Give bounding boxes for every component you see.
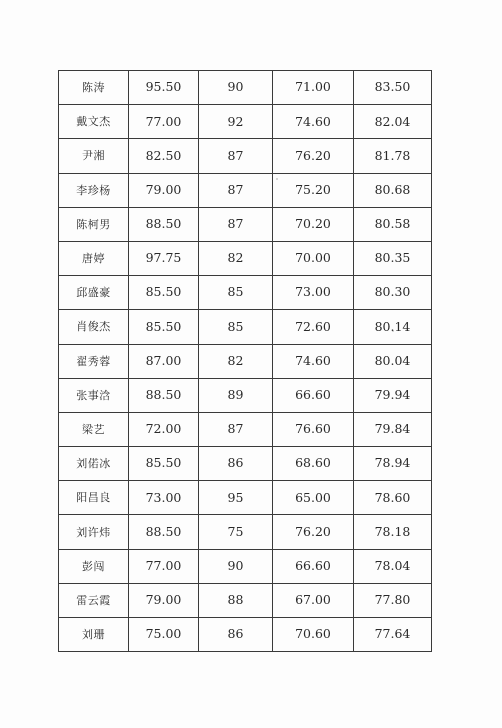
candidate-name-cell: 邱盛豪	[59, 276, 129, 310]
score-3-cell: 71.00	[273, 71, 354, 105]
table-row	[59, 276, 432, 310]
score-2-cell: 89	[199, 378, 273, 412]
score-1-cell: 88.50	[129, 378, 199, 412]
score-3-cell: 72.60	[273, 310, 354, 344]
score-3-cell: 67.00	[273, 583, 354, 617]
score-3-cell: 74.60	[273, 105, 354, 139]
total-score-cell: 78.60	[354, 481, 432, 515]
candidate-name-cell: 刘许炜	[59, 515, 129, 549]
score-3-cell: 70.60	[273, 618, 354, 652]
score-2-cell: 86	[199, 618, 273, 652]
total-score-cell: 79.94	[354, 378, 432, 412]
candidate-name-cell: 刘珊	[59, 618, 129, 652]
table-row	[59, 105, 432, 139]
score-2-cell: 87	[199, 207, 273, 241]
score-2-cell: 75	[199, 515, 273, 549]
total-score-cell: 80.04	[354, 344, 432, 378]
total-score-cell: 78.18	[354, 515, 432, 549]
candidate-name-cell: 唐婷	[59, 241, 129, 275]
score-2-cell: 82	[199, 241, 273, 275]
score-2-cell: 95	[199, 481, 273, 515]
score-1-cell: 95.50	[129, 71, 199, 105]
score-3-cell: 68.60	[273, 447, 354, 481]
score-3-cell: 65.00	[273, 481, 354, 515]
table-row	[59, 447, 432, 481]
table-row	[59, 71, 432, 105]
total-score-cell: 80.35	[354, 241, 432, 275]
score-3-cell: 74.60	[273, 344, 354, 378]
score-3-cell: 73.00	[273, 276, 354, 310]
candidate-name-cell: 阳昌良	[59, 481, 129, 515]
table-row	[59, 173, 432, 207]
score-2-cell: 88	[199, 583, 273, 617]
candidate-name-cell: 翟秀蓉	[59, 344, 129, 378]
table-row	[59, 207, 432, 241]
table-row	[59, 515, 432, 549]
total-score-cell: 79.84	[354, 412, 432, 446]
candidate-name-cell: 李珍杨	[59, 173, 129, 207]
candidate-name-cell: 张事浛	[59, 378, 129, 412]
candidate-name-cell: 雷云霞	[59, 583, 129, 617]
total-score-cell: 80.58	[354, 207, 432, 241]
score-3-cell: 70.00	[273, 241, 354, 275]
score-2-cell: 85	[199, 310, 273, 344]
candidate-name-cell: 刘偌冰	[59, 447, 129, 481]
score-2-cell: 90	[199, 71, 273, 105]
total-score-cell: 78.94	[354, 447, 432, 481]
table-row	[59, 310, 432, 344]
candidate-name-cell: 彭闯	[59, 549, 129, 583]
total-score-cell: 80.68	[354, 173, 432, 207]
score-1-cell: 88.50	[129, 515, 199, 549]
candidate-name-cell: 肖俊杰	[59, 310, 129, 344]
candidate-name-cell: 梁艺	[59, 412, 129, 446]
table-row	[59, 618, 432, 652]
table-row	[59, 481, 432, 515]
total-score-cell: 80.30	[354, 276, 432, 310]
total-score-cell: 77.80	[354, 583, 432, 617]
score-2-cell: 85	[199, 276, 273, 310]
score-1-cell: 82.50	[129, 139, 199, 173]
score-1-cell: 72.00	[129, 412, 199, 446]
score-1-cell: 87.00	[129, 344, 199, 378]
total-score-cell: 80.14	[354, 310, 432, 344]
total-score-cell: 77.64	[354, 618, 432, 652]
table-row	[59, 378, 432, 412]
score-3-cell: 76.20	[273, 139, 354, 173]
score-table	[58, 70, 432, 652]
total-score-cell: 82.04	[354, 105, 432, 139]
score-3-cell: 76.60	[273, 412, 354, 446]
score-1-cell: 88.50	[129, 207, 199, 241]
score-2-cell: 87	[199, 412, 273, 446]
score-1-cell: 73.00	[129, 481, 199, 515]
score-1-cell: 85.50	[129, 447, 199, 481]
candidate-name-cell: 尹湘	[59, 139, 129, 173]
score-2-cell: 87	[199, 139, 273, 173]
total-score-cell: 78.04	[354, 549, 432, 583]
score-1-cell: 79.00	[129, 583, 199, 617]
score-3-cell: 75.20	[273, 173, 354, 207]
score-1-cell: 97.75	[129, 241, 199, 275]
score-table-body	[59, 71, 432, 652]
table-row	[59, 241, 432, 275]
table-row	[59, 412, 432, 446]
score-3-cell: 66.60	[273, 549, 354, 583]
score-2-cell: 82	[199, 344, 273, 378]
total-score-cell: 81.78	[354, 139, 432, 173]
score-1-cell: 77.00	[129, 105, 199, 139]
candidate-name-cell: 戴文杰	[59, 105, 129, 139]
table-row	[59, 583, 432, 617]
score-3-cell: 70.20	[273, 207, 354, 241]
table-row	[59, 344, 432, 378]
score-3-cell: 66.60	[273, 378, 354, 412]
score-2-cell: 90	[199, 549, 273, 583]
score-1-cell: 85.50	[129, 310, 199, 344]
score-1-cell: 75.00	[129, 618, 199, 652]
table-row	[59, 549, 432, 583]
candidate-name-cell: 陈柯男	[59, 207, 129, 241]
score-1-cell: 77.00	[129, 549, 199, 583]
candidate-name-cell: 陈涛	[59, 71, 129, 105]
score-1-cell: 79.00	[129, 173, 199, 207]
total-score-cell: 83.50	[354, 71, 432, 105]
score-2-cell: 92	[199, 105, 273, 139]
score-3-cell: 76.20	[273, 515, 354, 549]
table-row	[59, 139, 432, 173]
score-2-cell: 87	[199, 173, 273, 207]
score-1-cell: 85.50	[129, 276, 199, 310]
score-2-cell: 86	[199, 447, 273, 481]
